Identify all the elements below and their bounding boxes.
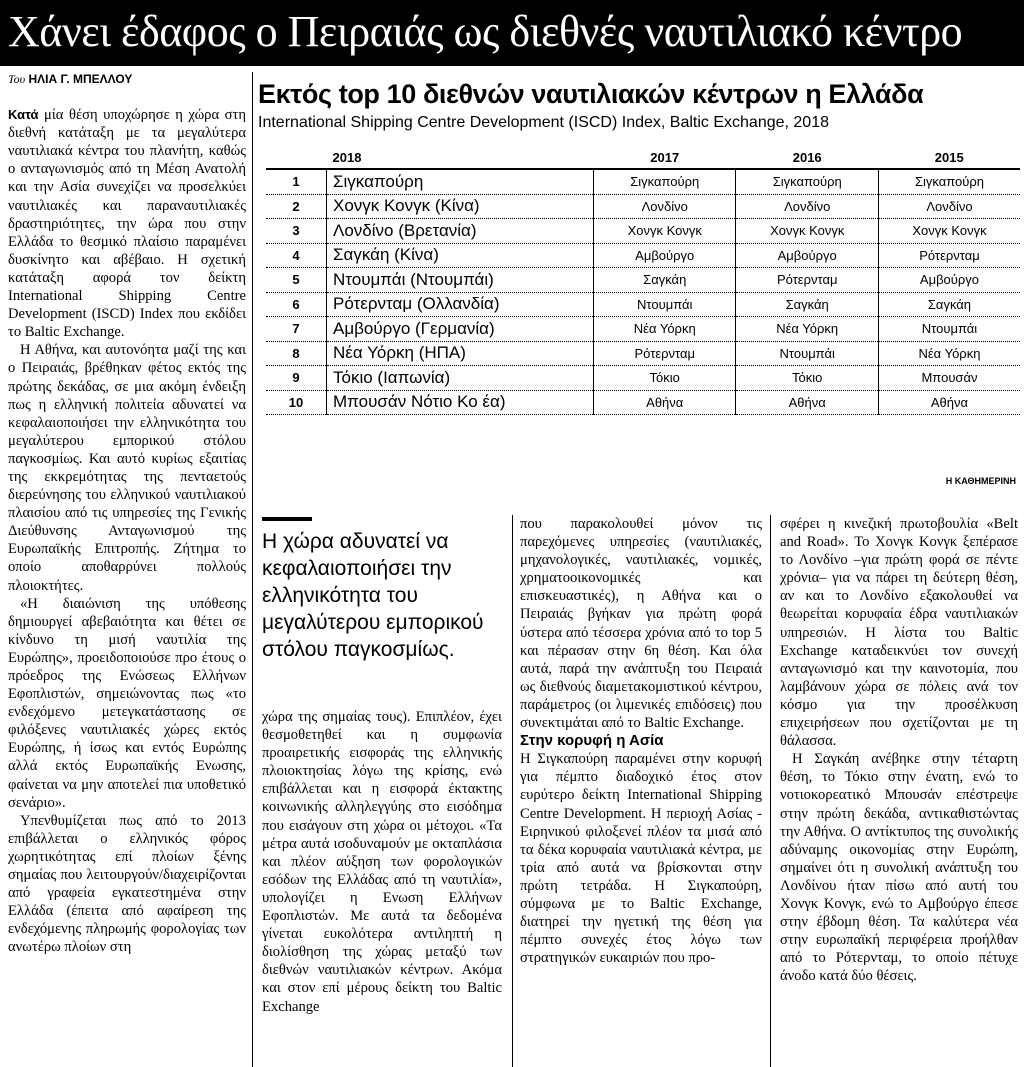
city-2018: Σαγκάη (Κίνα) [327, 243, 594, 268]
city-2016: Χονγκ Κονγκ [736, 219, 878, 244]
table-row [266, 341, 1020, 366]
city-2018: Ντουμπάι (Ντουμπάι) [327, 268, 594, 293]
city-2015: Λονδίνο [878, 194, 1020, 219]
col4-paragraph-2: Η Σαγκάη ανέβηκε στην τέταρτη θέση, το Τόκιο στην ένατη, ενώ το νοτιοκορεατικό Μπουσάν επέστρεψε στην πρώτη δεκάδα, αντικαθιστώντας την Αθήνα. Ο αντίκτυπος της συνολικής αδύναμης οικονομίας στην Ευρώπη, σημαίνει ότι η συνολική ανάπτυξη του Λονδίνου ήταν πίσω από αυτή του Χονγκ Κονγκ, ενώ το Αμβούργο έπεσε στην έβδομη θέση. Τα καλύτερα νέα στην ευρωπαϊκή περιφέρεια προήλθαν από το Ρότερνταμ, το οποίο πέτυχε άνοδο κατά δύο θέσεις. [780, 751, 1018, 985]
rank-number: 6 [266, 292, 327, 317]
city-2018: Νέα Υόρκη (ΗΠΑ) [327, 341, 594, 366]
city-2016: Αμβούργο [736, 243, 878, 268]
city-2018: Σιγκαπούρη [327, 169, 594, 194]
byline-author: ΗΛΙΑ Γ. ΜΠΕΛΛΟΥ [28, 72, 133, 86]
table-title: Εκτός top 10 διεθνών ναυτιλιακών κέντρων η Ελλάδα [258, 79, 924, 109]
table-source: Η ΚΑΘΗΜΕΡΙΝΗ [945, 476, 1016, 486]
col1-paragraph-4: Υπενθυμίζεται πως από το 2013 επιβάλλεται ο ελληνικός φόρος χωρητικότητας επί πλοίων ξένης σημαίας που λειτουργούν/διαχειρίζονται από γραφεία εγκατεστημένα στην Ελλάδα (έπειτα από αφαίρεση της ενδεχόμενης πληρωμής φορολογίας των ανωτέρω πλοίων στη [8, 812, 246, 956]
rank-number: 5 [266, 268, 327, 293]
rank-number: 7 [266, 317, 327, 342]
headline: Χάνει έδαφος ο Πειραιάς ως διεθνές ναυτιλιακό κέντρο [8, 7, 963, 56]
table-row [266, 317, 1020, 342]
table-row [266, 219, 1020, 244]
table-subtitle: International Shipping Centre Development (ISCD) Index, Baltic Exchange, 2018 [258, 114, 829, 131]
city-2015: Σαγκάη [878, 292, 1020, 317]
header-2018: 2018 [327, 146, 594, 169]
article-column-2 [262, 708, 502, 1016]
table-row [266, 243, 1020, 268]
table-body [266, 169, 1020, 415]
col3-paragraph-2: Η Σιγκαπούρη παραμένει στην κορυφή για πέμπτο διαδοχικό έτος στον ευρύτερο δείκτη International Shipping Centre Development. Η περιοχή Ασίας - Ειρηνικού φιλοξενεί πλέον τα μισά από τα δέκα κορυφαία ναυτιλιακά κέντρα, με τρία από αυτά να βρίσκονται στην πρώτη τετράδα. Η Σιγκαπούρη, σύμφωνα με το Baltic Exchange, διατηρεί την ηγετική της θέση για πέμπτο συνεχές έτος λόγω των στρατηγικών ευκαιριών που προ- [520, 751, 762, 967]
city-2016: Τόκιο [736, 366, 878, 391]
rank-number: 2 [266, 194, 327, 219]
city-2017: Αμβούργο [594, 243, 736, 268]
column-rule-3 [770, 515, 771, 1067]
city-2016: Λονδίνο [736, 194, 878, 219]
rank-number: 1 [266, 169, 327, 194]
col1-paragraph-1: Κατά μία θέση υποχώρησε η χώρα στη διεθνή κατάταξη με τα μεγαλύτερα ναυτιλιακά κέντρα του πλανήτη, καθώς ο ανταγωνισμός από τη Μέση Ανατολή και την Ασία συνεχίζει να προσελκύει ναυτιλιακές και παραναυτιλιακές δραστηριότητες, την ώρα που στην Ελλάδα το θεσμικό πλαίσιο παραμένει δυσκίνητο και αβέβαιο. Η σχετική κατάταξη αφορά τον δείκτη International Shipping Centre Development (ISCD) Index που εκδίδει το Baltic Exchange. [8, 107, 246, 341]
column-rule-2 [512, 515, 513, 1067]
city-2018: Τόκιο (Ιαπωνία) [327, 366, 594, 391]
city-2017: Ντουμπάι [594, 292, 736, 317]
header-2017: 2017 [594, 146, 736, 169]
city-2016: Νέα Υόρκη [736, 317, 878, 342]
article-column-3 [520, 515, 762, 967]
city-2016: Ντουμπάι [736, 341, 878, 366]
city-2015: Μπουσάν [878, 366, 1020, 391]
table-row [266, 292, 1020, 317]
ranking-table [266, 146, 1020, 415]
table-row [266, 390, 1020, 415]
city-2017: Σιγκαπούρη [594, 169, 736, 194]
city-2017: Λονδίνο [594, 194, 736, 219]
city-2017: Χονγκ Κονγκ [594, 219, 736, 244]
header-2015: 2015 [878, 146, 1020, 169]
city-2016: Σαγκάη [736, 292, 878, 317]
col3-paragraph-1: που παρακολουθεί μόνον τις παρεχόμενες υπηρεσίες (ναυτιλιακές, μηχανολογικές, ναυτιλιακές, νομικές, χρηματοοικονομικές και επισκευαστικές), η Αθήνα και ο Πειραιάς βγήκαν για πρώτη φορά ύστερα από τέσσερα χρόνια από το top 5 και πέρασαν στην 6η θέση. Και όλα αυτά, παρά την ανάπτυξη του Πειραιά ως διεθνούς διαμετακομιστικού κέντρου, παράμετρος (οι λιμενικές επιδόσεις) που συνεκτιμάται από το Baltic Exchange. [520, 516, 762, 732]
col2-paragraph-1: χώρα της σημαίας τους). Επιπλέον, έχει θεσμοθετηθεί και η συμφωνία προαιρετικής εισφοράς της ελληνικής πλοιοκτησίας λόγω της κρίσης, ενώ επιβάλλεται και η εισφορά έκτακτης κοινωνικής αλληλεγγύης στο εισόδημα που εισάγουν στη χώρα οι μέτοχοι. «Τα μέτρα αυτά ισοδυναμούν με οκταπλάσια και πλέον αύξηση των φορολογικών εσόδων της Ελλάδας από τη ναυτιλία», υπολογίζει η Ενωση Ελλήνων Εφοπλιστών. Με αυτά τα δεδομένα γίνεται ευκολότερα αντιληπτή η διολίσθηση της χώρας μεταξύ των διεθνών ναυτιλιακών κέντρων. Ακόμα και στον επί μέρους δείκτη του Baltic Exchange [262, 709, 502, 1015]
col1-paragraph-2: Η Αθήνα, και αυτονόητα μαζί της και ο Πειραιάς, βρέθηκαν φέτος εκτός της πρώτης δεκάδας, σε μια ακόμη ένδειξη πως η ελληνική πολιτεία αδυνατεί να κεφαλαιοποιήσει την ελληνικότητα του μεγαλύτερου εμπορικού στόλου παγκοσμίως. Και αυτό κυρίως εξαιτίας της εκκρεμότητας της πενταετούς διερεύνησης του ελληνικού ναυτιλιακού πλαισίου από τις υπηρεσίες της Γενικής Διεύθυνσης Ανταγωνισμού της Ευρωπαϊκής Επιτροπής. Ζήτημα το οποίο αποθαρρύνει πολλούς πλοιοκτήτες. [8, 342, 246, 594]
city-2015: Ρότερνταμ [878, 243, 1020, 268]
city-2015: Νέα Υόρκη [878, 341, 1020, 366]
rank-number: 8 [266, 341, 327, 366]
city-2015: Ντουμπάι [878, 317, 1020, 342]
article-column-1 [8, 70, 246, 957]
rank-number: 9 [266, 366, 327, 391]
rank-number: 3 [266, 219, 327, 244]
column-rule-1 [252, 72, 253, 1067]
headline-bar [0, 0, 1024, 66]
pullquote-bar [262, 517, 312, 521]
header-2016: 2016 [736, 146, 878, 169]
city-2017: Ρότερνταμ [594, 341, 736, 366]
city-2015: Σιγκαπούρη [878, 169, 1020, 194]
city-2015: Αμβούργο [878, 268, 1020, 293]
city-2018: Λονδίνο (Βρετανία) [327, 219, 594, 244]
col1-paragraph-3: «Η διαιώνιση της υπόθεσης δημιουργεί αβεβαιότητα και θέτει σε κίνδυνο τη μισή ναυτιλία της Ευρώπης», προειδοποιούσε προ έτους ο πρόεδρος της Ενώσεως Ελλήνων Εφοπλιστών, σημειώνοντας πως «το ενδεχόμενο μετεγκατάστασης σε φιλόξενες ναυτιλιακές χώρες εκτός Ευρώπης, ή ίσως και εντός Ευρώπης αλλά εκτός Ευρωπαϊκής Ενωσης, φαίνεται να μην αποτελεί πια υποθετικό σενάριο». [8, 595, 246, 811]
city-2017: Αθήνα [594, 390, 736, 415]
col3-subhead: Στην κορυφή η Ασία [520, 732, 664, 750]
city-2018: Αμβούργο (Γερμανία) [327, 317, 594, 342]
city-2017: Τόκιο [594, 366, 736, 391]
city-2016: Σιγκαπούρη [736, 169, 878, 194]
article-column-4 [780, 515, 1018, 985]
col4-paragraph-1: σφέρει η κινεζική πρωτοβουλία «Belt and Road». Το Χονγκ Κονγκ ξεπέρασε το Λονδίνο –για πρώτη φορά σε πέντε χρόνια– για να πάρει τη δεύτερη θέση, αν και το Λονδίνο εξακολουθεί να θεωρείται κορυφαία έδρα ναυτιλιακών υπηρεσιών. Η λίστα του Baltic Exchange καταδεικνύει τον συνεχή ανταγωνισμό και την καινοτομία, που λαμβάνουν χώρα σε πόλεις ανά τον κόσμο για την προσέλκυση επιχειρήσεων που σχετίζονται με τη θάλασσα. [780, 516, 1018, 750]
table-row [266, 169, 1020, 194]
table-header-row [266, 146, 1020, 169]
byline: Του ΗΛΙΑ Γ. ΜΠΕΛΛΟΥ [8, 72, 133, 86]
city-2016: Αθήνα [736, 390, 878, 415]
pullquote: Η χώρα αδυνατεί να κεφαλαιοποιήσει την ελληνικότητα του μεγαλύτερου εμπορικού στόλου παγκοσμίως. [262, 530, 484, 661]
rank-number: 4 [266, 243, 327, 268]
city-2015: Χονγκ Κονγκ [878, 219, 1020, 244]
city-2017: Νέα Υόρκη [594, 317, 736, 342]
city-2017: Σαγκάη [594, 268, 736, 293]
city-2016: Ρότερνταμ [736, 268, 878, 293]
city-2018: Χονγκ Κονγκ (Κίνα) [327, 194, 594, 219]
table-row [266, 194, 1020, 219]
rank-number: 10 [266, 390, 327, 415]
city-2015: Αθήνα [878, 390, 1020, 415]
table-row [266, 268, 1020, 293]
city-2018: Μπουσάν Νότιο Κο έα) [327, 390, 594, 415]
city-2018: Ρότερνταμ (Ολλανδία) [327, 292, 594, 317]
table-row [266, 366, 1020, 391]
